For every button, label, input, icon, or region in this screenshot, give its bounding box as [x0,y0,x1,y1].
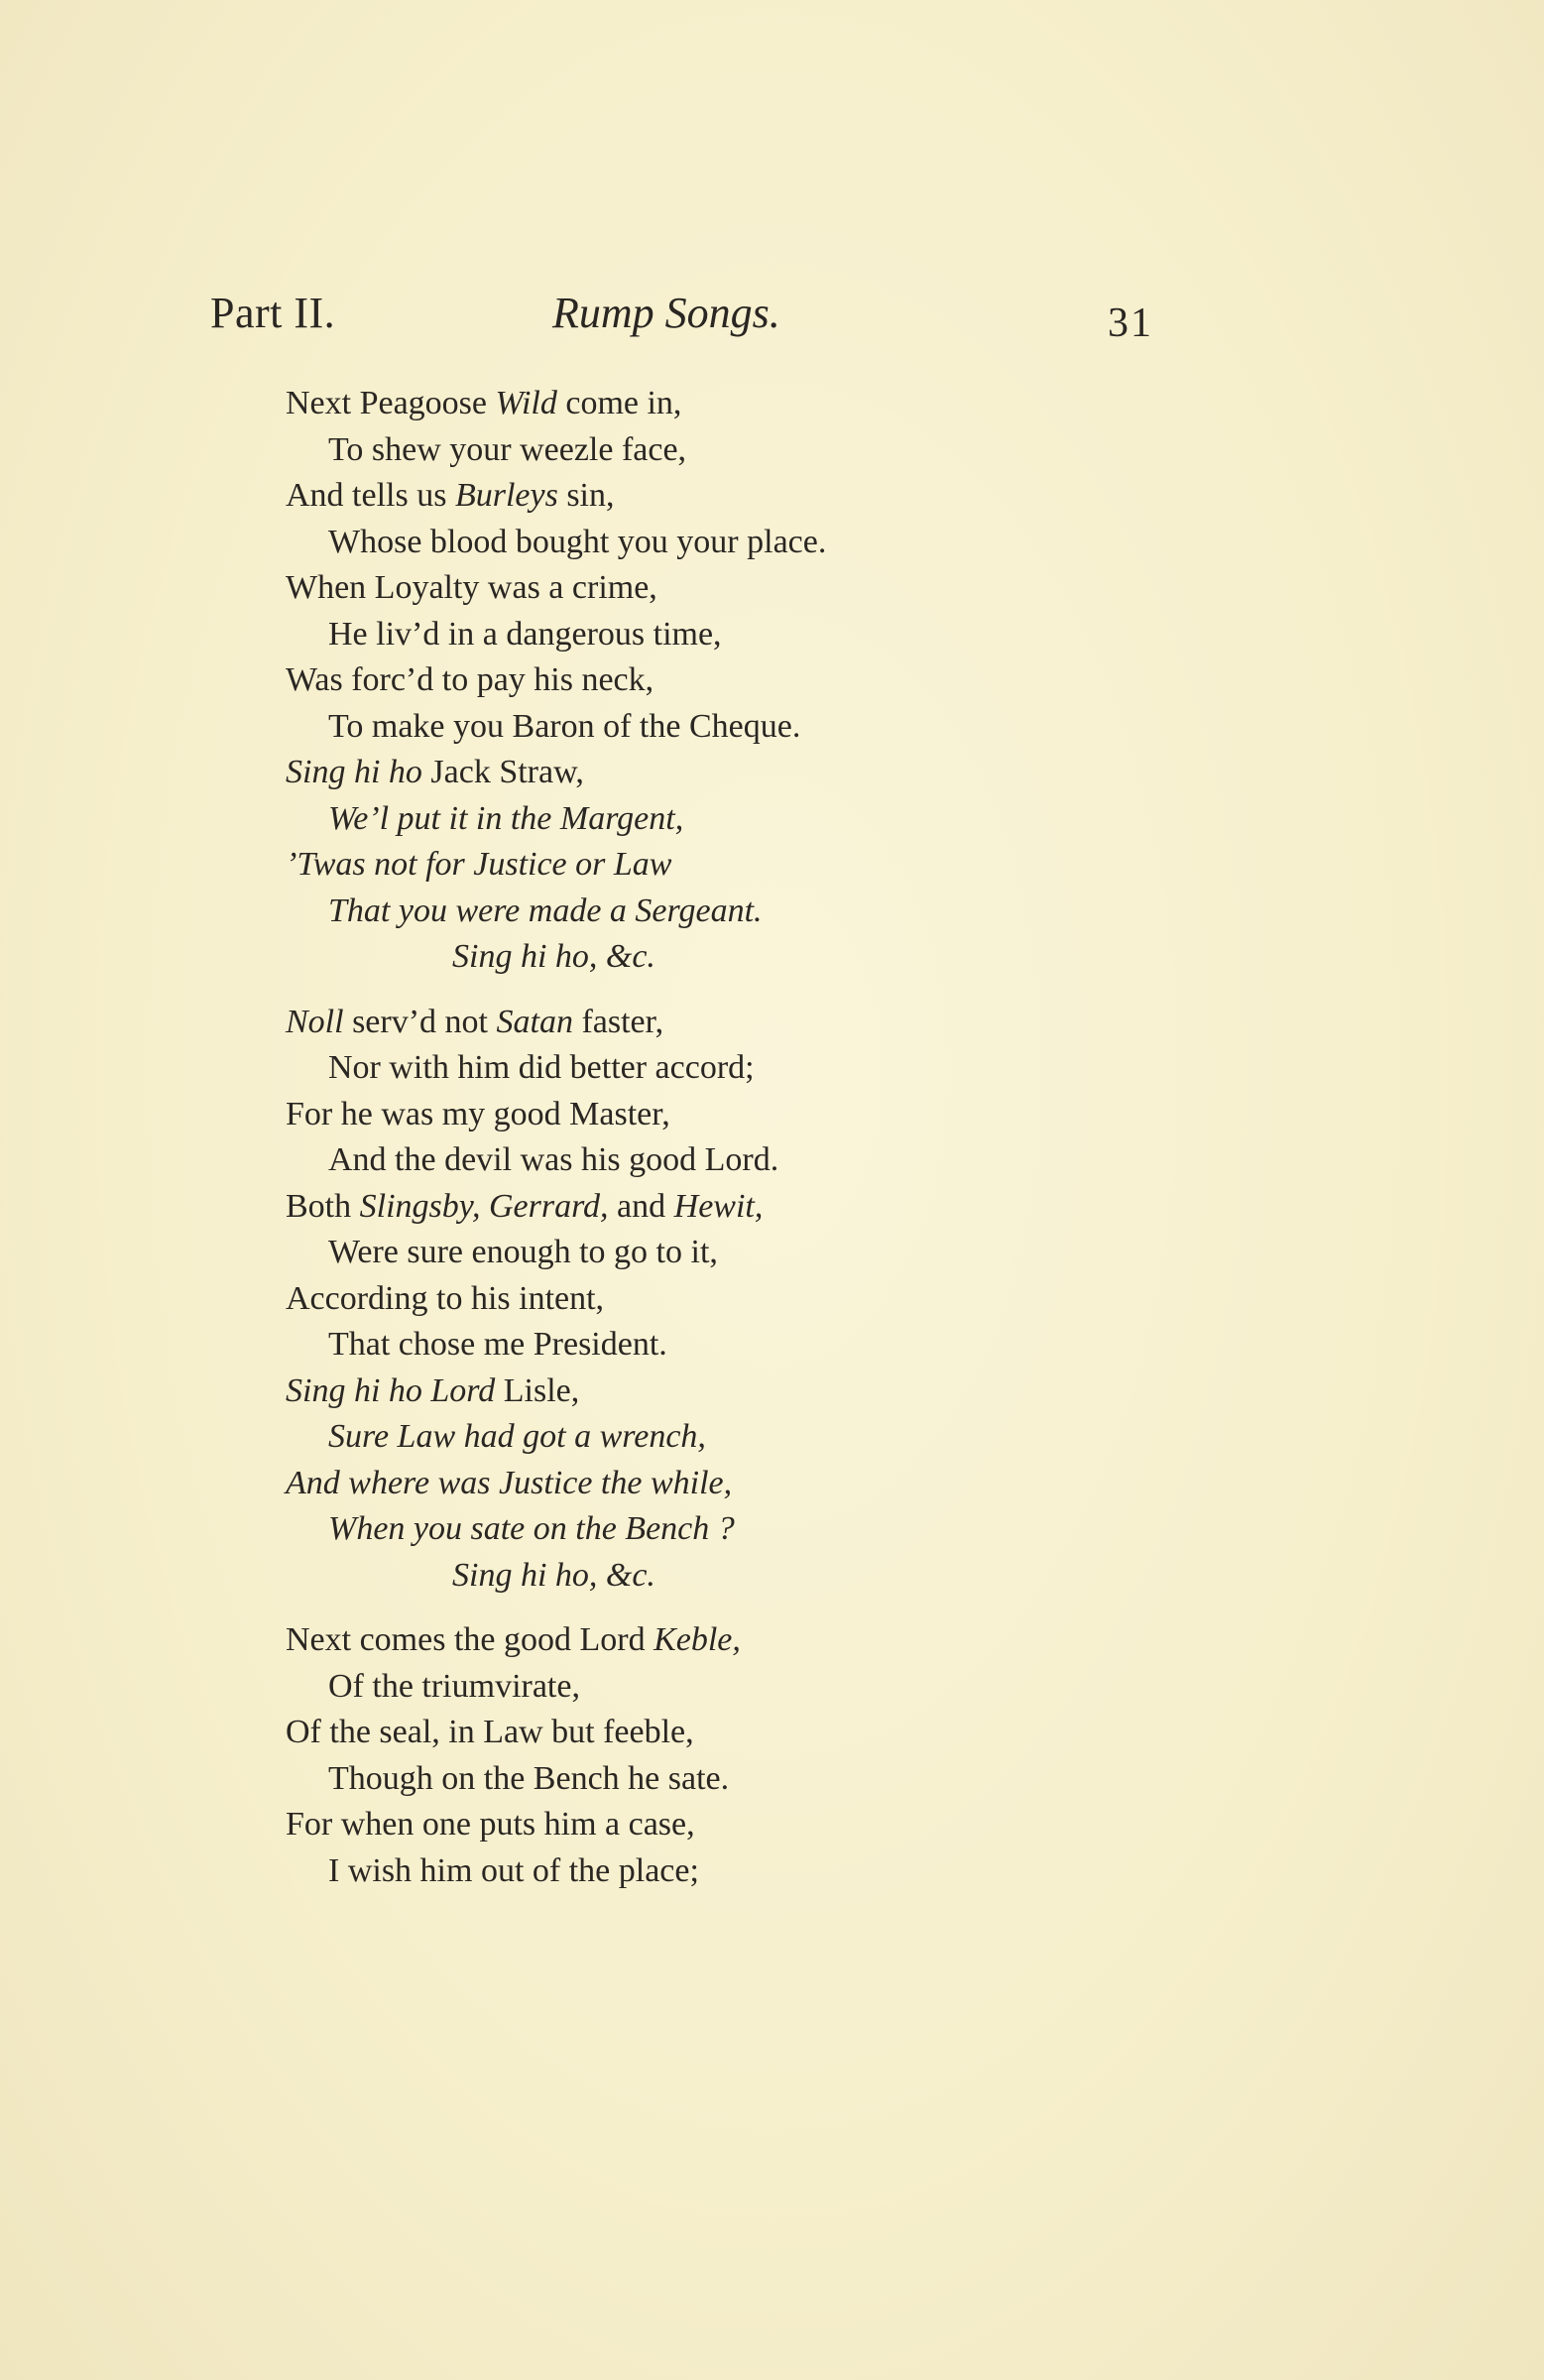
italic-text: Burleys [454,477,558,514]
roman-text: And the devil was his good Lord. [328,1141,779,1178]
italic-text: Sing hi ho Lord [286,1371,496,1409]
roman-text: serv’d not [343,1003,497,1040]
roman-text: I wish him out of the place; [328,1851,699,1889]
refrain-line [286,1553,1277,1600]
italic-text: And where was Justice the while, [286,1464,733,1501]
roman-text: Both [286,1187,360,1225]
verse-line [286,1756,1277,1803]
verse-line [286,1137,1277,1184]
roman-text: Was forc’d to pay his neck, [286,661,654,698]
roman-text: faster, [572,1003,664,1040]
verse-line [286,1000,1277,1046]
roman-text: Lisle, [495,1371,580,1409]
roman-text: To make you Baron of the Cheque. [328,707,801,745]
verse-line [286,1368,1277,1415]
verse-line [286,796,1277,843]
italic-text: Sing hi ho, &c. [452,938,655,975]
verse-line [286,704,1277,751]
verse-line [286,1230,1277,1276]
italic-text: Keble, [653,1621,741,1658]
italic-text: When you sate on the Bench ? [328,1510,735,1547]
roman-text: Next Peagoose [286,385,496,421]
roman-text: Were sure enough to go to it, [328,1234,718,1270]
roman-text: When Loyalty was a crime, [286,569,657,606]
verse-line [286,520,1277,566]
italic-text: Hewit, [673,1187,764,1225]
roman-text: Whose blood bought you your place. [328,523,827,560]
verse-line [286,1617,1277,1664]
verse-line [286,1276,1277,1323]
stanza [286,381,1277,981]
page-number: 31 [1108,300,1153,346]
verse-line [286,1184,1277,1231]
italic-text: Sing hi ho, &c. [452,1556,655,1594]
italic-text: Sure Law had got a wrench, [328,1418,706,1455]
verse-line [286,1045,1277,1092]
roman-text: That chose me President. [328,1326,667,1363]
roman-text: sin, [557,477,615,514]
refrain-line [286,934,1277,981]
roman-text: For when one puts him a case, [286,1806,695,1843]
verse-line [286,1664,1277,1711]
verse-line [286,1092,1277,1138]
roman-text: According to his intent, [286,1279,605,1317]
roman-text: Jack Straw, [421,754,584,790]
italic-text: Noll [286,1003,344,1040]
verse-line [286,657,1277,704]
roman-text: Next comes the good Lord [286,1621,654,1658]
roman-text: Of the triumvirate, [328,1667,580,1705]
roman-text: and [608,1187,674,1225]
verse-line [286,1322,1277,1368]
roman-text: For he was my good Master, [286,1095,670,1132]
verse-line [286,1461,1277,1507]
verse-line [286,473,1277,520]
roman-text: Though on the Bench he sate. [328,1759,730,1797]
italic-text: Sing hi ho [286,754,422,790]
roman-text: Nor with him did better accord; [328,1049,755,1086]
verse-line [286,842,1277,889]
roman-text: Of the seal, in Law but feeble, [286,1714,694,1750]
running-header [0,288,1544,347]
verse-line [286,612,1277,658]
part-label: Part II. [210,289,336,337]
roman-text: come in, [556,385,682,421]
roman-text: And tells us [286,477,455,514]
roman-text: He liv’d in a dangerous time, [328,615,722,653]
verse-line [286,1848,1277,1895]
italic-text: We’l put it in the Margent, [328,799,684,837]
poem-body [286,381,1277,1913]
verse-line [286,1710,1277,1756]
verse-line [286,889,1277,935]
verse-line [286,381,1277,427]
italic-text: ’Twas not for Justice or Law [286,846,672,883]
verse-line [286,427,1277,474]
italic-text: Satan [496,1003,573,1040]
verse-line [286,750,1277,796]
verse-line [286,1802,1277,1848]
italic-text: Wild [495,385,557,421]
italic-text: That you were made a Sergeant. [328,892,763,929]
stanza [286,1617,1277,1894]
stanza [286,1000,1277,1600]
running-title: Rump Songs. [552,289,780,337]
verse-line [286,1414,1277,1461]
verse-line [286,1506,1277,1553]
roman-text: To shew your weezle face, [328,430,687,468]
verse-line [286,565,1277,612]
italic-text: Slingsby, Gerrard, [359,1187,609,1225]
